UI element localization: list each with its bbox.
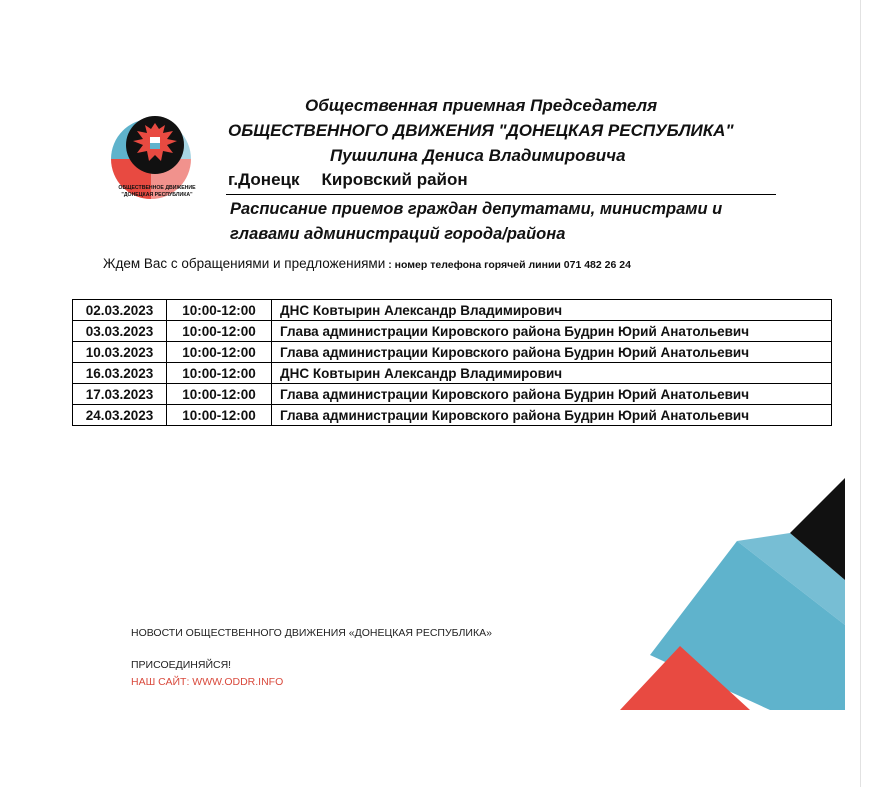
- table-row: [73, 321, 832, 342]
- logo-caption-line1: ОБЩЕСТВЕННОЕ ДВИЖЕНИЕ: [118, 185, 196, 191]
- table-row: [73, 300, 832, 321]
- official-cell: ДНС Ковтырин Александр Владимирович: [272, 300, 832, 321]
- official-cell: ДНС Ковтырин Александр Владимирович: [272, 363, 832, 384]
- logo-caption-line2: "ДОНЕЦКАЯ РЕСПУБЛИКА": [121, 192, 193, 198]
- date-cell: 02.03.2023: [73, 300, 167, 321]
- table-row: [73, 384, 832, 405]
- header-line2: ОБЩЕСТВЕННОГО ДВИЖЕНИЯ "ДОНЕЦКАЯ РЕСПУБЛИКА": [228, 121, 734, 140]
- movement-logo: [103, 107, 211, 207]
- date-cell: 24.03.2023: [73, 405, 167, 426]
- time-cell: 10:00-12:00: [167, 321, 272, 342]
- date-cell: 16.03.2023: [73, 363, 167, 384]
- schedule-table: [72, 299, 832, 426]
- footer-join: ПРИСОЕДИНЯЙСЯ!: [131, 659, 232, 671]
- header-divider: [226, 194, 776, 195]
- invite-line: [103, 256, 631, 271]
- official-cell: Глава администрации Кировского района Будрин Юрий Анатольевич: [272, 342, 832, 363]
- date-cell: 10.03.2023: [73, 342, 167, 363]
- invite-text: Ждем Вас с обращениями и предложениями: [103, 256, 386, 271]
- time-cell: 10:00-12:00: [167, 384, 272, 405]
- table-row: [73, 405, 832, 426]
- decorative-shapes: [620, 478, 845, 710]
- time-cell: 10:00-12:00: [167, 300, 272, 321]
- official-cell: Глава администрации Кировского района Будрин Юрий Анатольевич: [272, 384, 832, 405]
- footer-site-link[interactable]: НАШ САЙТ: WWW.ODDR.INFO: [131, 676, 284, 688]
- hotline-text: : номер телефона горячей линии 071 482 26 24: [388, 259, 631, 271]
- header-line1: Общественная приемная Председателя: [305, 96, 658, 115]
- footer-news: НОВОСТИ ОБЩЕСТВЕННОГО ДВИЖЕНИЯ «ДОНЕЦКАЯ РЕСПУБЛИКА»: [131, 627, 492, 639]
- header-line3: Пушилина Дениса Владимировича: [330, 146, 626, 165]
- official-cell: Глава администрации Кировского района Будрин Юрий Анатольевич: [272, 405, 832, 426]
- time-cell: 10:00-12:00: [167, 342, 272, 363]
- subtitle-line2: главами администраций города/района: [230, 225, 566, 243]
- official-cell: Глава администрации Кировского района Будрин Юрий Анатольевич: [272, 321, 832, 342]
- date-cell: 17.03.2023: [73, 384, 167, 405]
- table-row: [73, 342, 832, 363]
- time-cell: 10:00-12:00: [167, 405, 272, 426]
- location-line: [228, 170, 468, 190]
- time-cell: 10:00-12:00: [167, 363, 272, 384]
- district: Кировский район: [321, 170, 468, 189]
- page-edge-line: [860, 0, 861, 787]
- city: г.Донецк: [228, 170, 300, 189]
- date-cell: 03.03.2023: [73, 321, 167, 342]
- subtitle-line1: Расписание приемов граждан депутатами, министрами и: [230, 200, 723, 218]
- table-row: [73, 363, 832, 384]
